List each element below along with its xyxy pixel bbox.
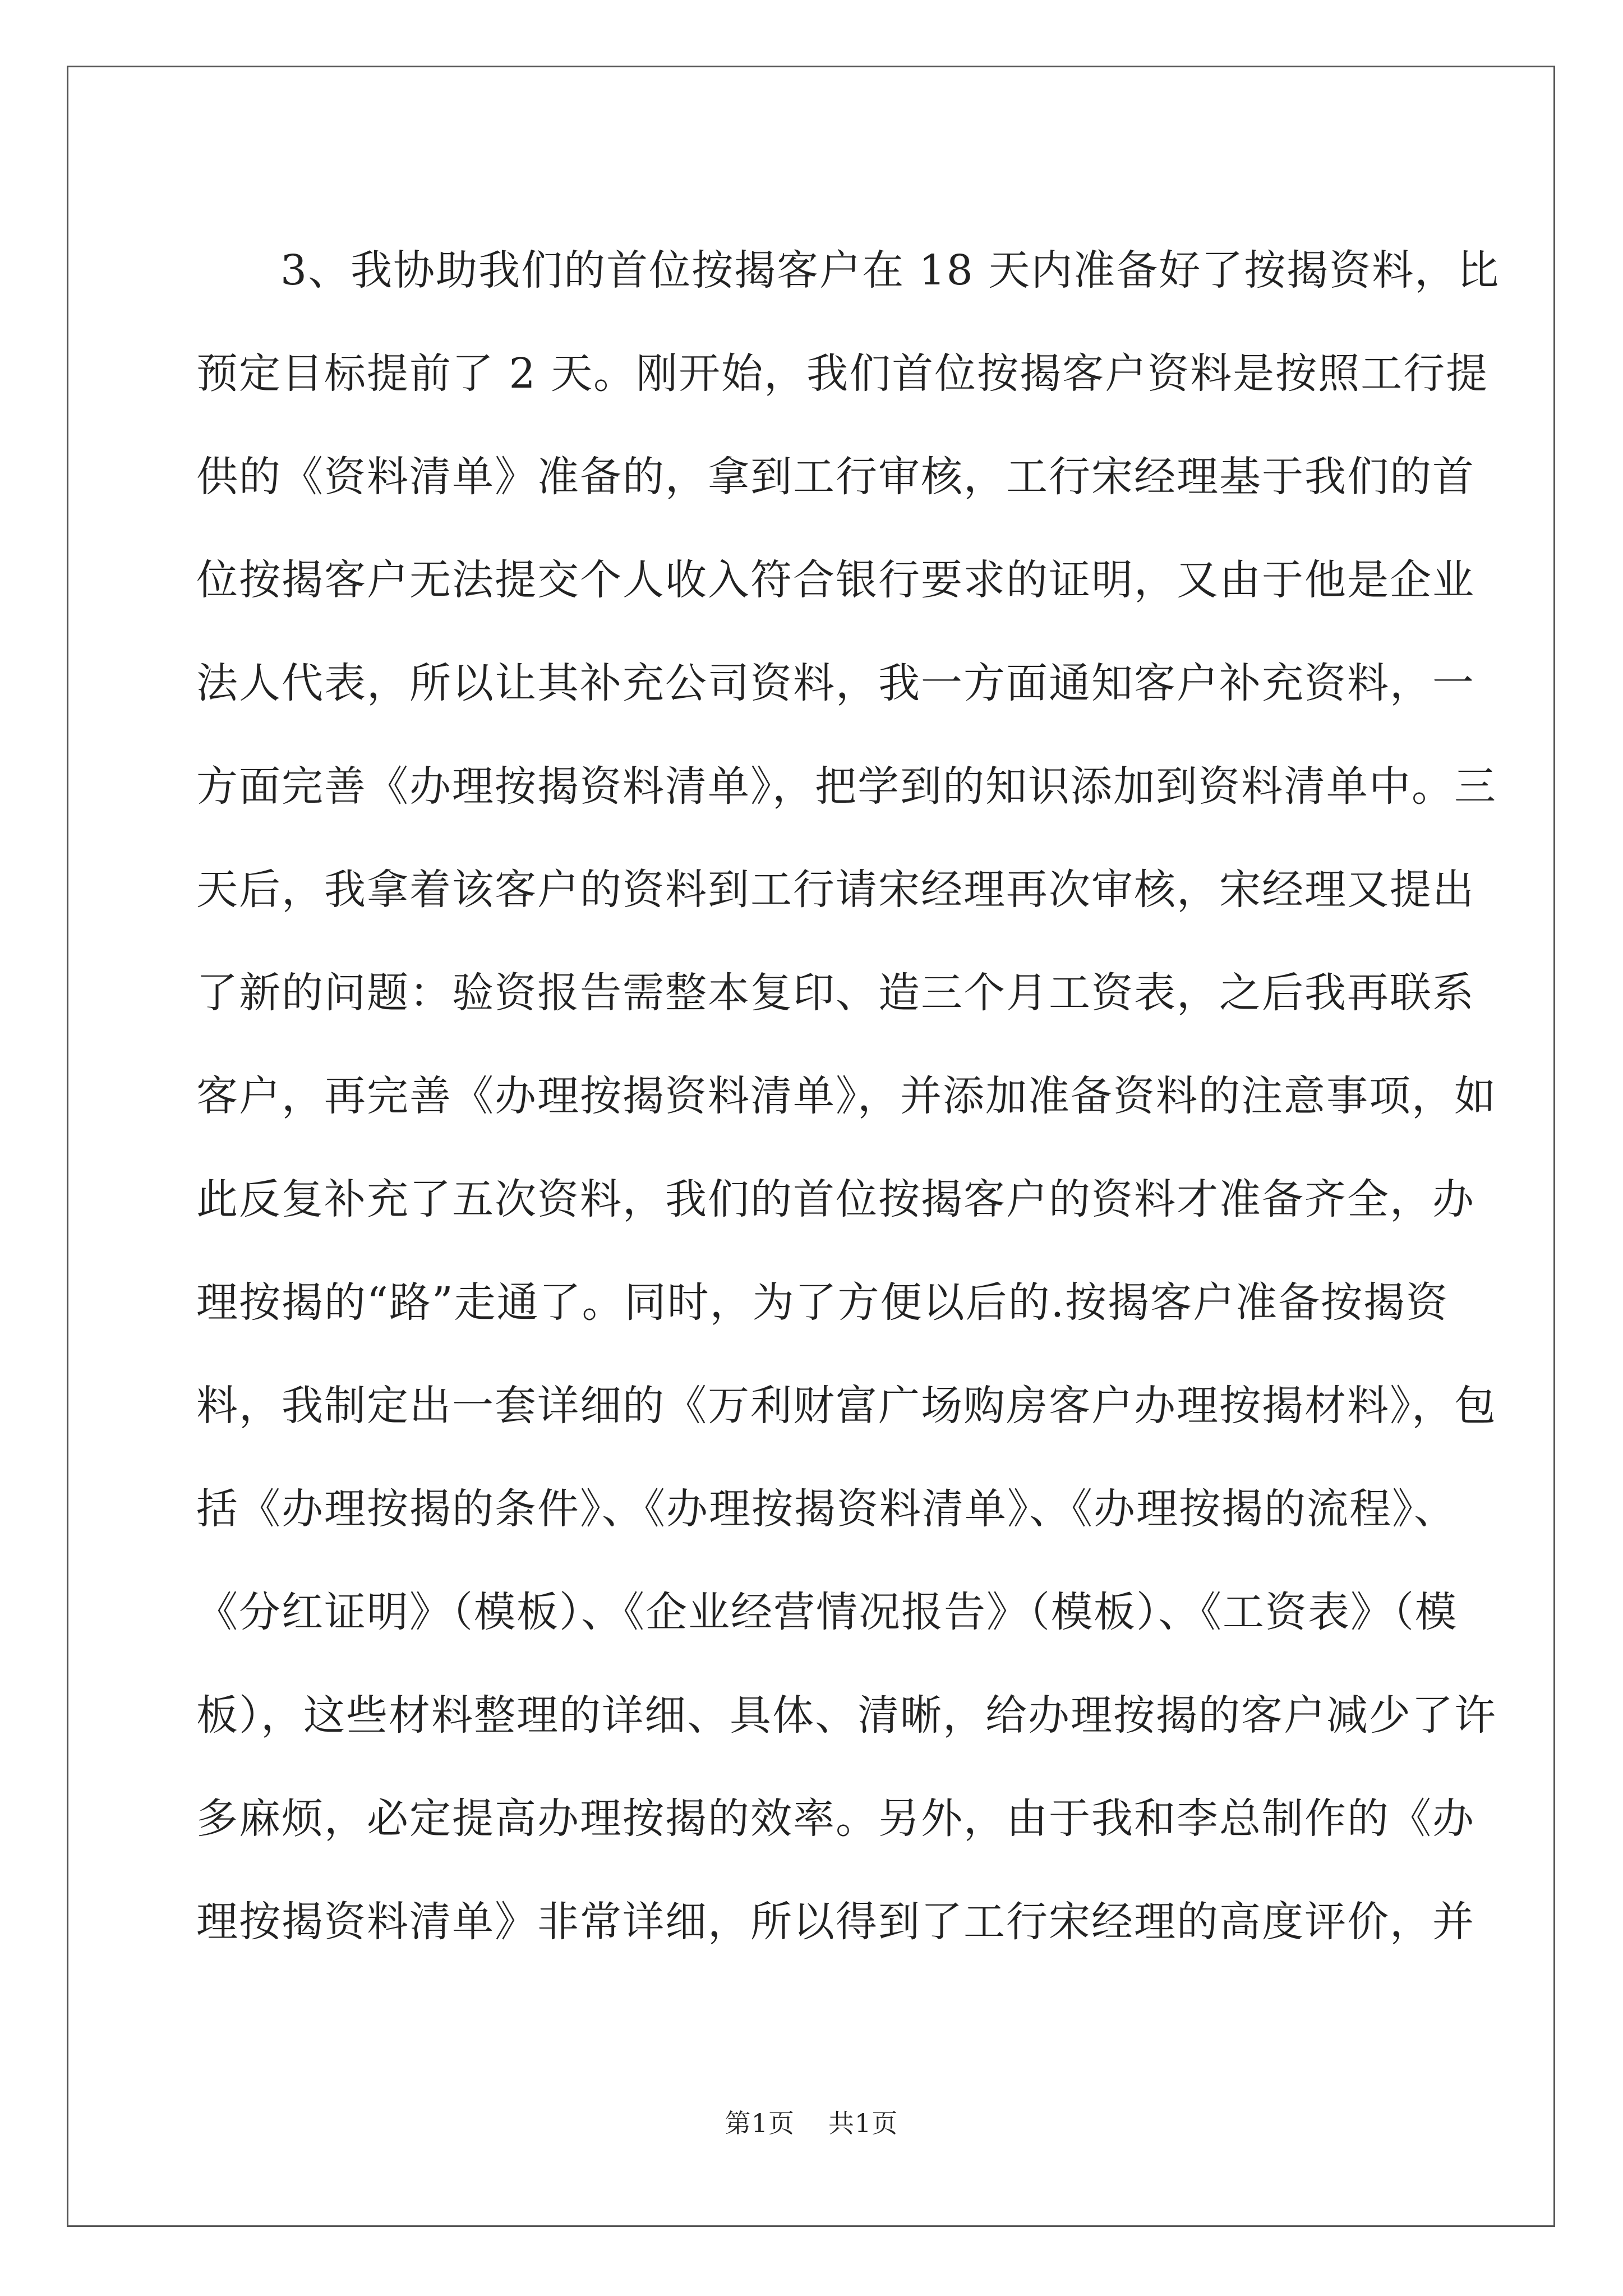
text-line: 了新的问题：验资报告需整本复印、造三个月工资表，之后我再联系: [196, 969, 1475, 1017]
text-line: 预定目标提前了 2 天。刚开始，我们首位按揭客户资料是按照工行提: [196, 349, 1489, 398]
text-line: 多麻烦，必定提高办理按揭的效率。另外，由于我和李总制作的《办: [196, 1795, 1475, 1843]
text-line: 料，我制定出一套详细的《万利财富广场购房客户办理按揭材料》，包: [196, 1382, 1497, 1430]
text-line: 客户，再完善《办理按揭资料清单》，并添加准备资料的注意事项，如: [196, 1072, 1497, 1120]
text-line: 天后，我拿着该客户的资料到工行请宋经理再次审核，宋经理又提出: [196, 866, 1475, 914]
document-body: [196, 219, 1500, 1973]
text-line: 此反复补充了五次资料，我们的首位按揭客户的资料才准备齐全，办: [196, 1175, 1475, 1223]
text-line: 位按揭客户无法提交个人收入符合银行要求的证明，又由于他是企业: [196, 556, 1475, 604]
text-line: 板），这些材料整理的详细、具体、清晰，给办理按揭的客户减少了许: [196, 1691, 1497, 1740]
page-footer: [0, 2106, 1623, 2140]
text-line: 《分红证明》（模板）、《企业经营情况报告》（模板）、《工资表》（模: [196, 1588, 1458, 1636]
text-line: 法人代表，所以让其补充公司资料，我一方面通知客户补充资料，一: [196, 659, 1475, 707]
page-number: 第1页: [725, 2108, 795, 2138]
text-line: 理按揭资料清单》非常详细，所以得到了工行宋经理的高度评价，并: [196, 1898, 1475, 1946]
text-line: 方面完善《办理按揭资料清单》，把学到的知识添加到资料清单中。三: [196, 762, 1497, 811]
text-line: 理按揭的“路”走通了。同时，为了方便以后的.按揭客户准备按揭资: [196, 1278, 1449, 1327]
page-total: 共1页: [828, 2108, 898, 2138]
text-line: 供的《资料清单》准备的，拿到工行审核，工行宋经理基于我们的首: [196, 453, 1475, 501]
text-line: 3、我协助我们的首位按揭客户在 18 天内准备好了按揭资料，比: [280, 246, 1500, 295]
text-line: 括《办理按揭的条件》、《办理按揭资料清单》、《办理按揭的流程》、: [196, 1485, 1456, 1533]
